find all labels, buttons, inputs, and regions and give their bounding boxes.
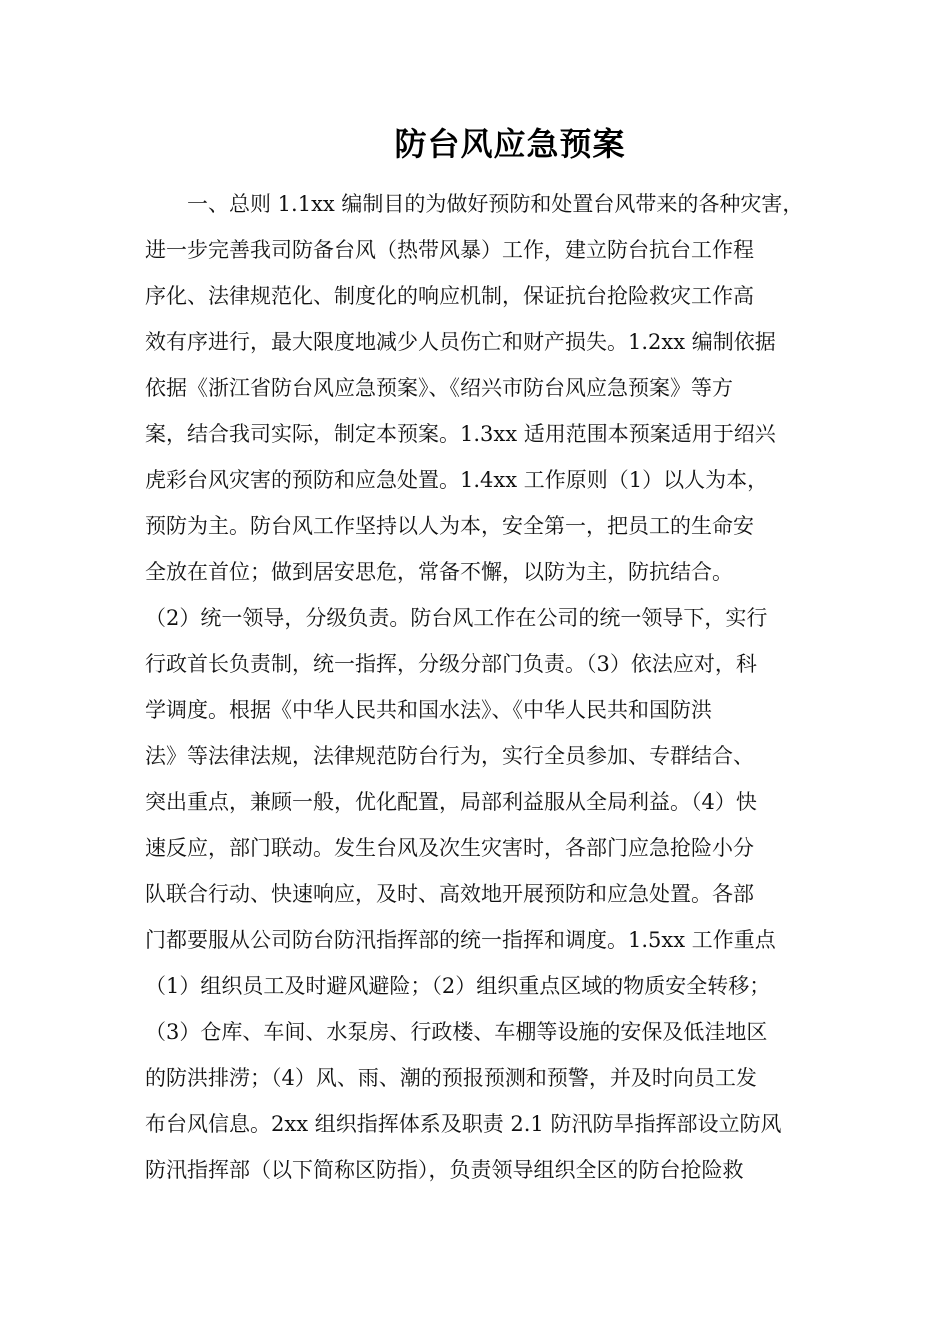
body-line: 门都要服从公司防台防汛指挥部的统一指挥和调度。1.5xx 工作重点	[145, 928, 776, 952]
body-line: 案，结合我司实际，制定本预案。1.3xx 适用范围本预案适用于绍兴	[145, 422, 776, 446]
body-line: 全放在首位；做到居安思危，常备不懈，以防为主，防抗结合。	[145, 560, 733, 584]
body-line: 序化、法律规范化、制度化的响应机制，保证抗台抢险救灾工作高	[145, 284, 754, 308]
body-line: 行政首长负责制，统一指挥，分级分部门负责。（3）依法应对，科	[145, 652, 757, 676]
body-line: 虎彩台风灾害的预防和应急处置。1.4xx 工作原则（1）以人为本，	[145, 468, 769, 492]
body-line: （2）统一领导，分级负责。防台风工作在公司的统一领导下，实行	[145, 606, 768, 630]
body-line: 效有序进行，最大限度地减少人员伤亡和财产损失。1.2xx 编制依据	[145, 330, 776, 354]
body-line: 预防为主。防台风工作坚持以人为本，安全第一，把员工的生命安	[145, 514, 754, 538]
body-line: 突出重点，兼顾一般，优化配置，局部利益服从全局利益。（4）快	[145, 790, 757, 814]
body-line: 队联合行动、快速响应，及时、高效地开展预防和应急处置。各部	[145, 882, 754, 906]
body-line: 的防洪排涝；（4）风、雨、潮的预报预测和预警，并及时向员工发	[145, 1066, 757, 1090]
body-line: 进一步完善我司防备台风（热带风暴）工作，建立防台抗台工作程	[145, 238, 754, 262]
body-line: （1）组织员工及时避风避险；（2）组织重点区域的物质安全转移；	[145, 974, 771, 998]
document-body	[145, 181, 825, 1193]
document-title: 防台风应急预案	[394, 125, 626, 163]
body-line: 学调度。根据《中华人民共和国水法》、《中华人民共和国防洪	[145, 698, 712, 722]
body-line: （3）仓库、车间、水泵房、行政楼、车棚等设施的安保及低洼地区	[145, 1020, 768, 1044]
body-line: 防汛指挥部（以下简称区防指），负责领导组织全区的防台抢险救	[145, 1158, 744, 1182]
body-line: 速反应，部门联动。发生台风及次生灾害时，各部门应急抢险小分	[145, 836, 754, 860]
body-line: 依据《浙江省防台风应急预案》、《绍兴市防台风应急预案》等方	[145, 376, 733, 400]
body-line: 布台风信息。2xx 组织指挥体系及职责 2.1 防汛防旱指挥部设立防风	[145, 1112, 782, 1136]
body-line: 法》等法律法规，法律规范防台行为，实行全员参加、专群结合、	[145, 744, 754, 768]
body-line: 一、总则 1.1xx 编制目的为做好预防和处置台风带来的各种灾害，	[145, 192, 804, 216]
